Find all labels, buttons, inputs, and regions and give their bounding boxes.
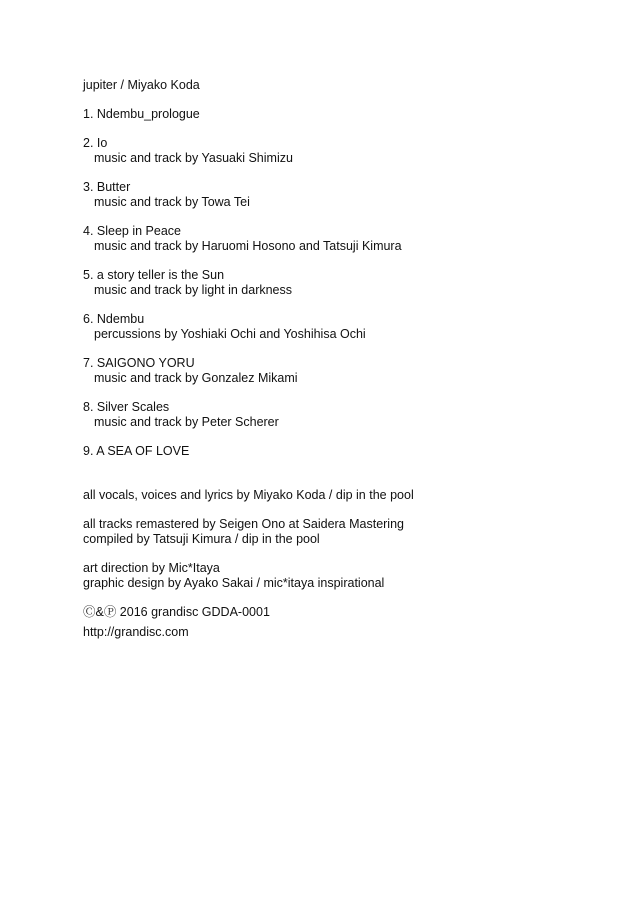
track-credit: music and track by Gonzalez Mikami [94,371,298,385]
track-title: 2. Io [83,136,108,150]
remaster-credit: all tracks remastered by Seigen Ono at Saidera Mastering [83,517,404,531]
track-credit: music and track by Yasuaki Shimizu [94,151,293,165]
credits-vocals [83,488,603,503]
copyright-line: Ⓒ&Ⓟ 2016 grandisc GDDA-0001 [83,605,270,619]
album-title: jupiter / Miyako Koda [83,78,200,92]
track-title: 6. Ndembu [83,312,145,326]
track-credit: music and track by light in darkness [94,283,293,297]
track-9 [83,444,603,459]
track-6 [83,312,603,342]
track-title: 1. Ndembu_prologue [83,107,200,121]
track-7 [83,356,603,386]
track-credit: music and track by Haruomi Hosono and Tatsuji Kimura [94,239,402,253]
track-4 [83,224,603,254]
credits-production [83,517,603,547]
track-title: 4. Sleep in Peace [83,224,181,238]
copyright-block [83,605,603,640]
vocals-credit: all vocals, voices and lyrics by Miyako Koda / dip in the pool [83,488,414,502]
track-2 [83,136,603,166]
credits-design [83,561,603,591]
track-8 [83,400,603,430]
track-title: 7. SAIGONO YORU [83,356,195,370]
track-credit: percussions by Yoshiaki Ochi and Yoshihisa Ochi [94,327,366,341]
website-url: http://grandisc.com [83,625,189,639]
art-direction-credit: art direction by Mic*Itaya [83,561,220,575]
track-5 [83,268,603,298]
track-title: 8. Silver Scales [83,400,170,414]
track-title: 3. Butter [83,180,131,194]
track-credit: music and track by Towa Tei [94,195,250,209]
liner-notes-page [83,78,603,640]
track-title: 9. A SEA OF LOVE [83,444,190,458]
track-credit: music and track by Peter Scherer [94,415,279,429]
track-title: 5. a story teller is the Sun [83,268,225,282]
track-1 [83,107,603,122]
track-3 [83,180,603,210]
graphic-design-credit: graphic design by Ayako Sakai / mic*itaya inspirational [83,576,385,590]
compiled-credit: compiled by Tatsuji Kimura / dip in the pool [83,532,320,546]
